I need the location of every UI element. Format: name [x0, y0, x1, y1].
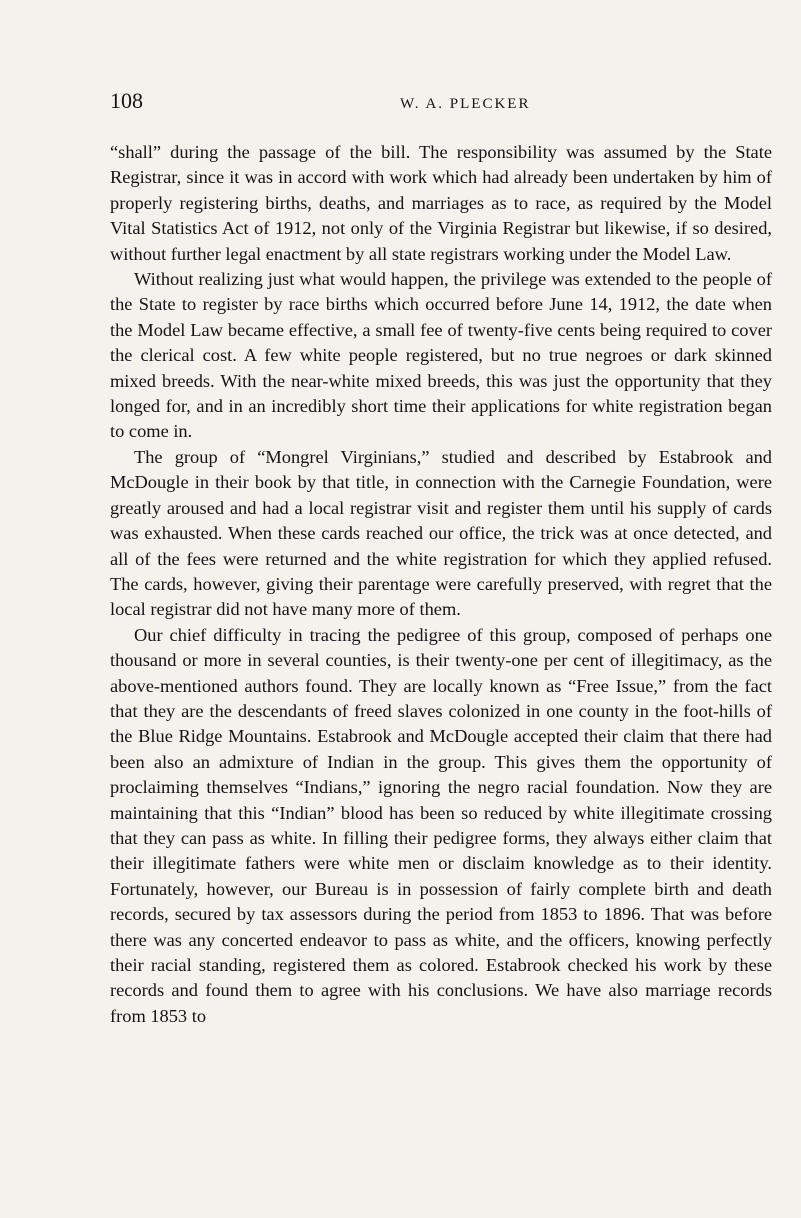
running-head-author: W. A. PLECKER — [400, 96, 531, 112]
paragraph: The group of “Mongrel Virginians,” studied and described by Estabrook and McDougle in their book by that title, in connection with the Carnegie Foundation, were greatly aroused and had a local registrar visit and register them until his supply of cards was exhausted. When these cards reached our office, the trick was at once detected, and all of the fees were returned and the white registration for which they applied refused. The cards, however, giving their parentage were carefully preserved, with regret that the local registrar did not have many more of them. — [110, 446, 772, 620]
paragraph: Our chief difficulty in tracing the pedigree of this group, composed of perhaps one thousand or more in several counties, is their twenty-one per cent of illegitimacy, as the above-mentioned authors found. They are locally known as “Free Issue,” from the fact that they are the descendants of freed slaves colonized in one county in the foot-hills of the Blue Ridge Mountains. Estabrook and McDougle accepted their claim that there had been also an admixture of Indian in the group. This gives them the opportunity of proclaiming themselves “Indians,” ignoring the negro racial foundation. Now they are maintaining that this “Indian” blood has been so reduced by white illegitimate crossing that they can pass as white. In filling their pedigree forms, they always either claim that their illegitimate fathers were white men or disclaim knowledge as to their identity. Fortunately, however, our Bureau is in possession of fairly complete birth and death records, secured by tax assessors during the period from 1853 to 1896. That was before there was any concerted endeavor to pass as white, and the officers, knowing perfectly their racial standing, registered them as colored. Estabrook checked his work by these records and found them to agree with his conclusions. We have also marriage records from 1853 to — [110, 624, 772, 1026]
paragraph: Without realizing just what would happen, the privilege was extended to the people of the State to register by race births which occurred before June 14, 1912, the date when the Model Law became effective, a small fee of twenty-five cents being required to cover the clerical cost. A few white people registered, but no true negroes or dark skinned mixed breeds. With the near-white mixed breeds, this was just the opportunity that they longed for, and in an incredibly short time their applications for white registration began to come in. — [110, 269, 772, 442]
body-text — [110, 140, 772, 1029]
paragraph-continuation: “shall” during the passage of the bill. The responsibility was assumed by the State Registrar, since it was in accord with work which had already been undertaken by him of properly registering births, deaths, and marriages as to race, as required by the Model Vital Statistics Act of 1912, not only of the Virginia Registrar but likewise, if so desired, without further legal enactment by all state registrars working under the Model Law. — [110, 142, 772, 264]
page-number: 108 — [110, 88, 143, 113]
running-header — [110, 88, 772, 118]
